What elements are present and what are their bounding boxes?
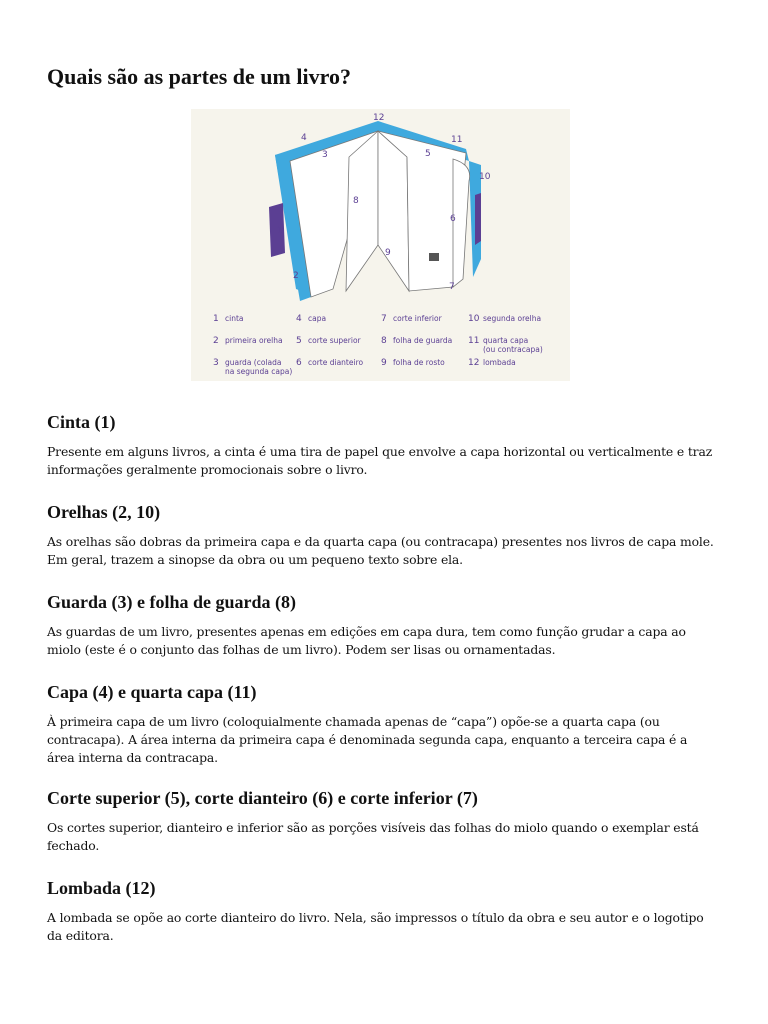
legend-number: 3 <box>213 358 219 368</box>
section-body: À primeira capa de um livro (coloquialmente chamada apenas de “capa”) opõe-se a quarta capa (ou contracapa). A área interna da primeira capa é denominada segunda capa, enquanto a terceira capa é a área interna da contracapa. <box>47 714 688 765</box>
legend-label: quarta capa <box>483 336 529 345</box>
section-body: As guardas de um livro, presentes apenas em edições em capa dura, tem como função grudar a capa ao miolo (este é o conjunto das folhas de um livro). Podem ser lisas ou ornamentadas. <box>47 624 686 657</box>
legend-label: folha de guarda <box>393 336 453 345</box>
section <box>47 590 717 659</box>
part-number-12: 12 <box>373 113 385 123</box>
legend-number: 7 <box>381 314 387 324</box>
legend-number: 8 <box>381 336 387 346</box>
section <box>47 410 717 479</box>
legend-label: lombada <box>483 358 516 367</box>
legend-label: guarda (colada <box>225 358 282 367</box>
part-number-4: 4 <box>301 133 307 143</box>
legend-number: 11 <box>468 336 480 346</box>
part-number-8: 8 <box>353 196 359 206</box>
book-parts-diagram <box>191 109 570 381</box>
section-body: As orelhas são dobras da primeira capa e da quarta capa (ou contracapa) presentes nos livros de capa mole. Em geral, trazem a sinopse da obra ou um pequeno texto sobre ela. <box>47 534 714 567</box>
legend-label-line2: na segunda capa) <box>225 367 293 376</box>
section <box>47 680 717 767</box>
legend-label: corte dianteiro <box>308 358 364 367</box>
part-number-10: 10 <box>479 172 491 182</box>
part-number-9: 9 <box>385 248 391 258</box>
section-body: Os cortes superior, dianteiro e inferior são as porções visíveis das folhas do miolo quando o exemplar está fechado. <box>47 820 699 853</box>
part-number-6: 6 <box>450 214 456 224</box>
section-heading: Guarda (3) e folha de guarda (8) <box>47 592 296 612</box>
section <box>47 500 717 569</box>
section-body: A lombada se opõe ao corte dianteiro do livro. Nela, são impressos o título da obra e seu autor e o logotipo da editora. <box>47 910 704 943</box>
logo-mark <box>429 253 439 261</box>
legend-label: cinta <box>225 314 244 323</box>
section <box>47 876 717 945</box>
legend-label: segunda orelha <box>483 314 542 323</box>
part-number-7: 7 <box>449 282 455 292</box>
legend-number: 1 <box>213 314 219 324</box>
section-heading: Orelhas (2, 10) <box>47 502 161 522</box>
legend-number: 10 <box>468 314 480 324</box>
legend-label: folha de rosto <box>393 358 445 367</box>
legend-number: 9 <box>381 358 387 368</box>
legend-label-line2: (ou contracapa) <box>483 345 543 354</box>
section-body: Presente em alguns livros, a cinta é uma tira de papel que envolve a capa horizontal ou verticalmente e traz informações geralmente promocionais sobre o livro. <box>47 444 713 477</box>
part-number-3: 3 <box>322 150 328 160</box>
part-number-1: 1 <box>277 226 283 236</box>
legend-number: 6 <box>296 358 302 368</box>
legend-number: 2 <box>213 336 219 346</box>
legend-label: capa <box>308 314 327 323</box>
page-title: Quais são as partes de um livro? <box>47 64 351 89</box>
section-heading: Corte superior (5), corte dianteiro (6) e corte inferior (7) <box>47 788 478 808</box>
legend-label: corte superior <box>308 336 361 345</box>
part-number-11: 11 <box>451 135 463 145</box>
legend-number: 4 <box>296 314 302 324</box>
part-number-5: 5 <box>425 149 431 159</box>
section <box>47 786 717 855</box>
legend-number: 12 <box>468 358 480 368</box>
legend-label: corte inferior <box>393 314 442 323</box>
book-parts-svg <box>191 109 570 381</box>
part-number-2: 2 <box>293 271 299 281</box>
legend-number: 5 <box>296 336 302 346</box>
band-right <box>475 193 481 245</box>
legend-label: primeira orelha <box>225 336 283 345</box>
section-heading: Lombada (12) <box>47 878 156 898</box>
section-heading: Cinta (1) <box>47 412 116 432</box>
section-heading: Capa (4) e quarta capa (11) <box>47 682 257 702</box>
